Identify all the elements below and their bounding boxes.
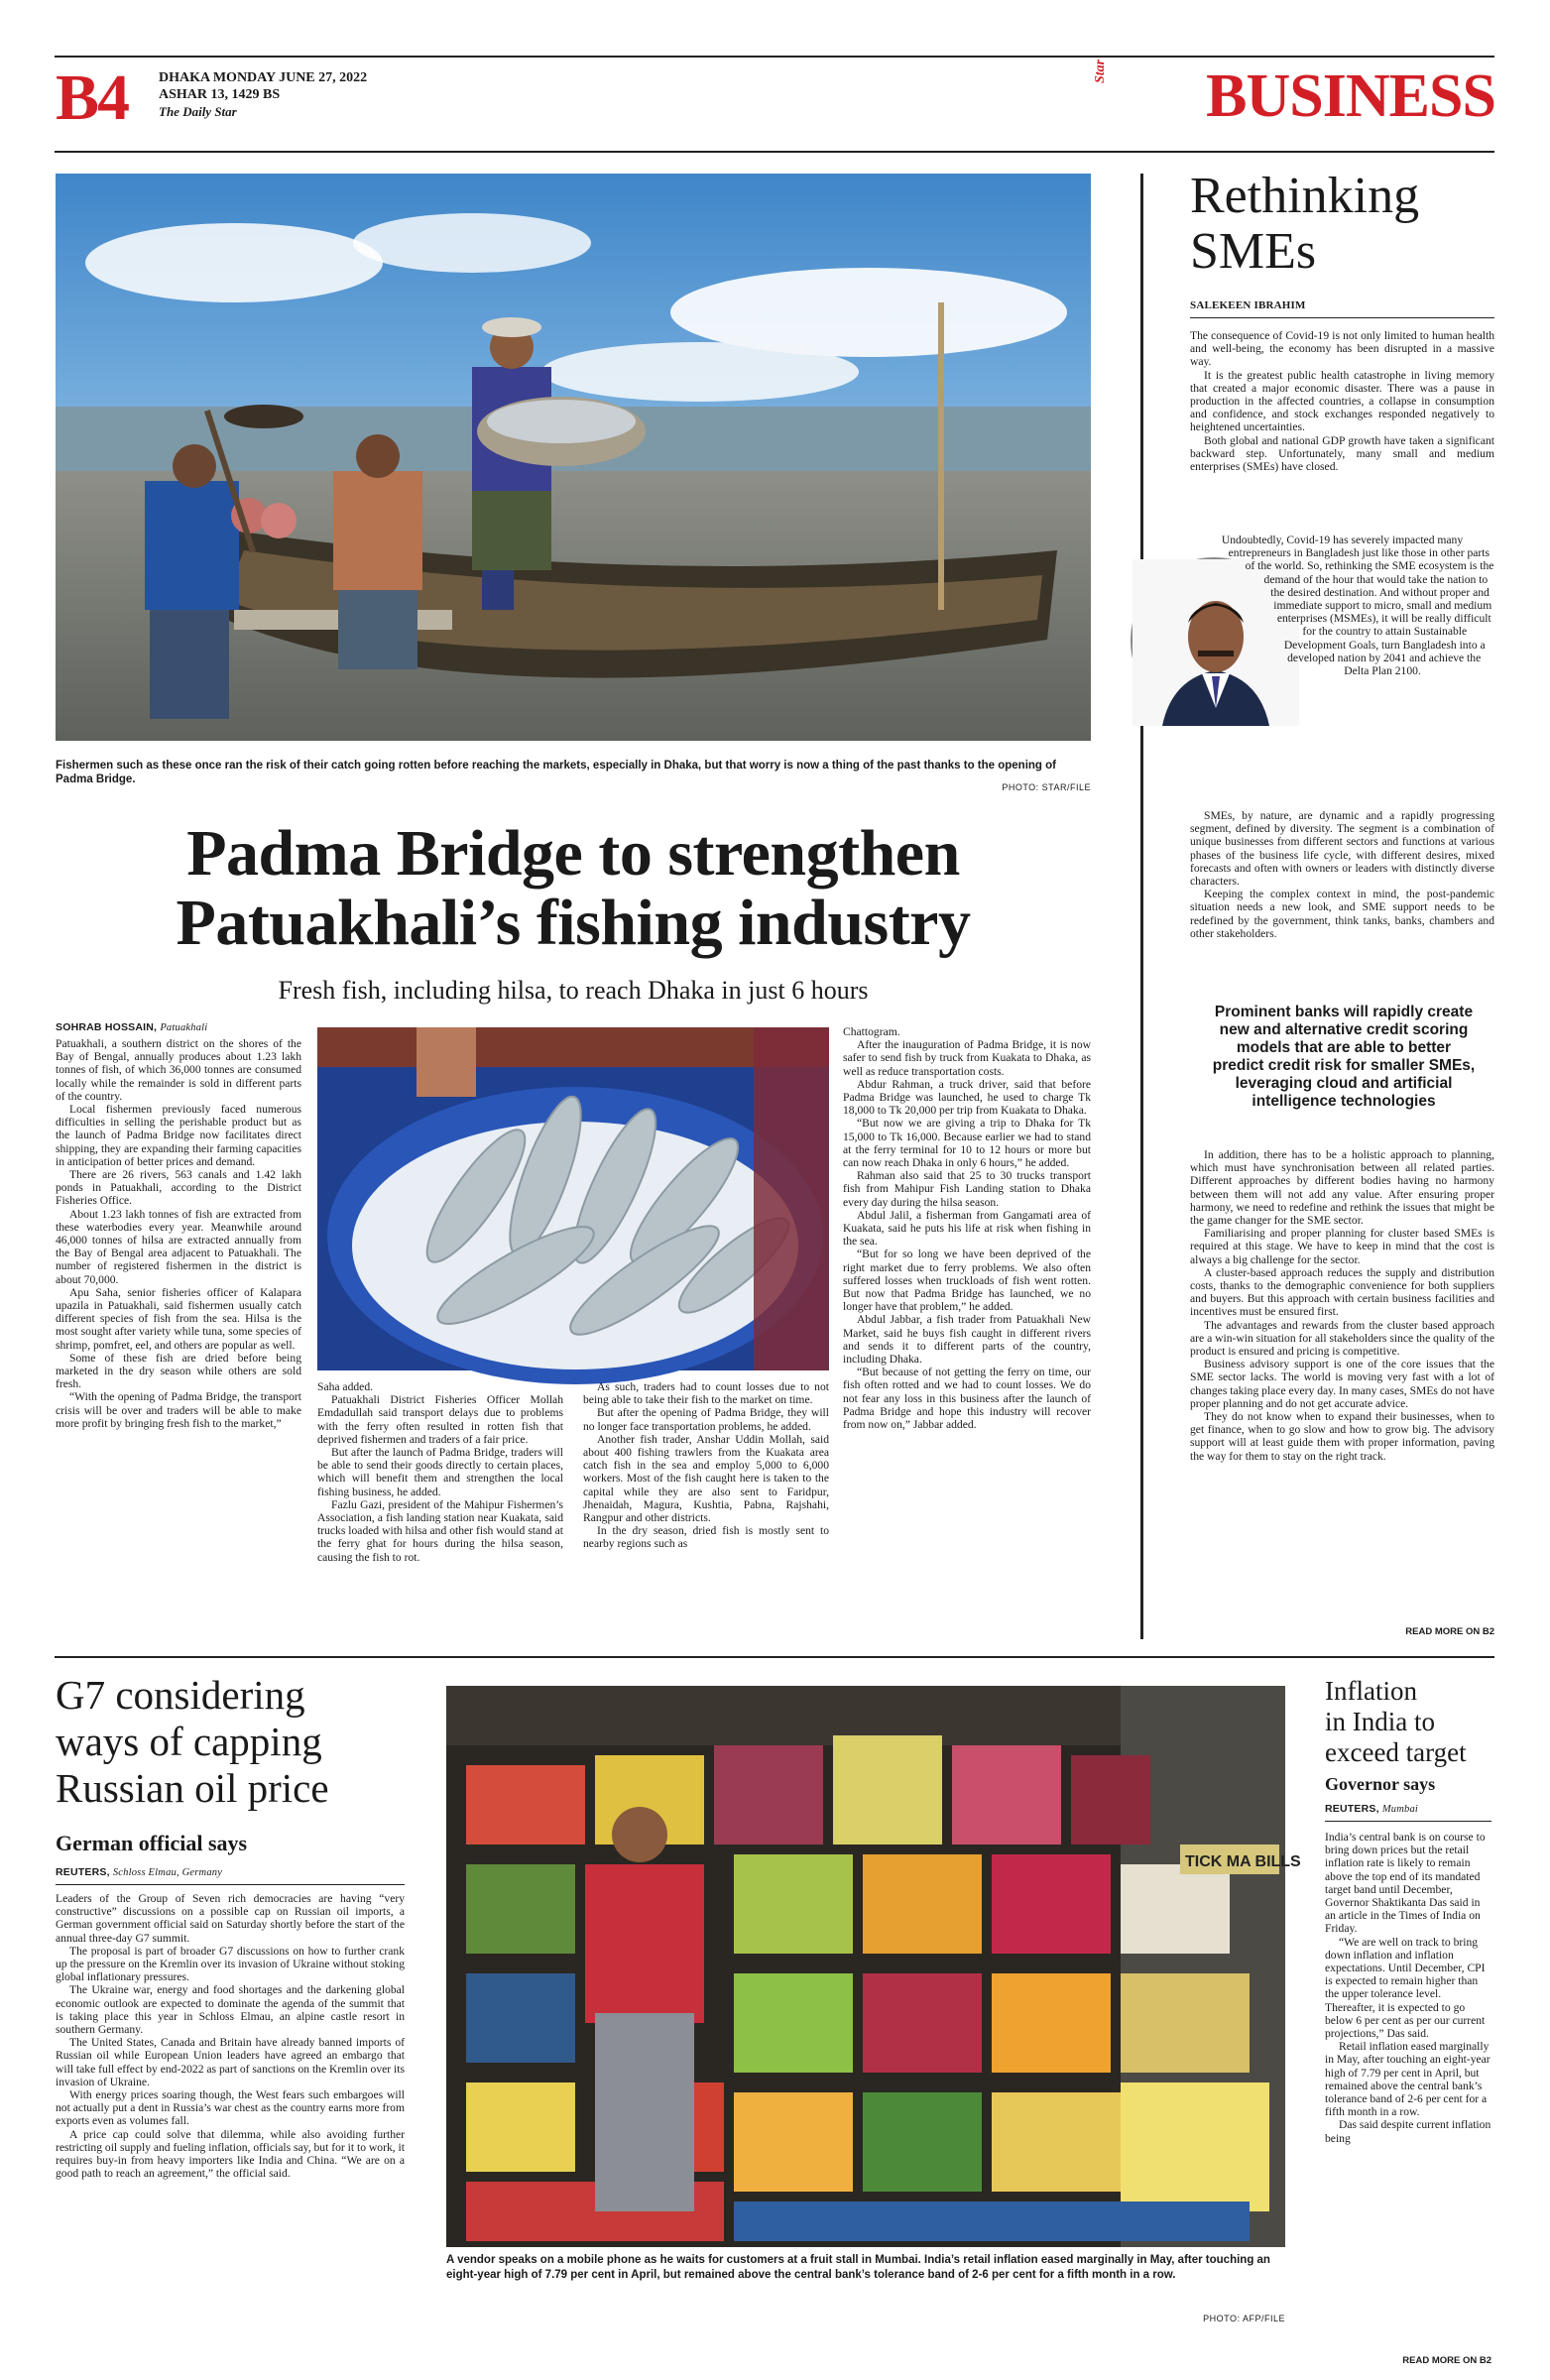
- column-para: Undoubtedly, Covid-19 has severely impacted many entrepreneurs in Bangladesh just like those in other parts of the world. So, rethinking the SME ecosystem is the demand of the hour that would take the nation to the desired destination. And without proper and immediate support to micro, small and medium enterprises (MSMEs), it will be really difficult for the country to attain Sustainable Development Goals, turn Bangladesh into a developed nation by 2041 and achieve the Delta Plan 2100.: [1221, 534, 1494, 678]
- lead-subhead: Fresh fish, including hilsa, to reach Dhaka in just 6 hours: [278, 976, 869, 1005]
- g7-body: [56, 1892, 405, 2180]
- lead-para: Apu Saha, senior fisheries officer of Kalapara upazila in Patuakhali, said fishermen usually catch different species of fish from the sea. Hilsa is the most sought after variety while tuna, some species of shrimp, pomfret, eel, and others are popular as well.: [56, 1285, 301, 1352]
- date-line: DHAKA MONDAY JUNE 27, 2022: [159, 70, 368, 85]
- fruit-stall-photo: [446, 1686, 1301, 2247]
- india-headline-line: exceed target: [1325, 1737, 1467, 1767]
- lead-byline: [56, 1021, 303, 1033]
- lead-para: But after the opening of Padma Bridge, they will no longer face transportation problems, he added.: [583, 1406, 829, 1433]
- lead-para: “But for so long we have been deprived of the right market due to ferry problems. We also often suffered losses when truckloads of fish went rotten. But now that Padma Bridge has launched, we no longer have that problem,” he added.: [843, 1248, 1091, 1314]
- column-byline: SALEKEEN IBRAHIM: [1190, 299, 1306, 311]
- column-para: They do not know when to expand their businesses, when to get finance, when to go slow and how to grow big. The advisory support will at least guide them with proper information, paving the way for them to stay on the right track.: [1190, 1410, 1494, 1463]
- lead-photo-fishermen: [56, 174, 1091, 741]
- g7-para: The proposal is part of broader G7 discussions on how to further crank up the pressure on the Kremlin over its invasion of Ukraine without stoking global inflationary pressures.: [56, 1944, 405, 1984]
- column-pull-quote: Prominent banks will rapidly create new and alternative credit scoring models that are able to better predict credit risk for smaller SMEs, leveraging cloud and artificial intelligence technologies: [1212, 1004, 1476, 1110]
- india-para: “We are well on track to bring down inflation and inflation expectations. Until December, CPI is expected to remain higher than the upper tolerance level. Thereafter, it is expected to go below 6 per cent as per our current projections,” Das said.: [1325, 1935, 1486, 2041]
- column-para: Business advisory support is one of the core issues that the SME sector lacks. The world is moving very fast with a lot of changes taking place every day. In many cases, SMEs do not have proper planning and do not get accurate advice.: [1190, 1358, 1494, 1410]
- india-byline-place: Mumbai: [1381, 1804, 1419, 1815]
- lead-para: Abdul Jalil, a fisherman from Gangamati area of Kuakata, said he puts his life at risk when fishing in the sea.: [843, 1208, 1091, 1249]
- column-read-more-link[interactable]: READ MORE ON B2: [1405, 1626, 1494, 1637]
- india-body: [1325, 1831, 1491, 2145]
- column-bottom: [1190, 1148, 1494, 1463]
- lead-photo-credit: PHOTO: STAR/FILE: [1002, 782, 1091, 792]
- g7-para: With energy prices soaring though, the West fears such embargoes will not actually put a dent in Russia’s war chest as the country earns more from exports even as volumes fall.: [56, 2088, 405, 2128]
- g7-headline-line: ways of capping: [56, 1719, 322, 1764]
- star-logo: Star: [1093, 59, 1108, 83]
- lead-col-3: [583, 1380, 829, 1551]
- g7-byline: [56, 1866, 222, 1878]
- lead-para: But after the launch of Padma Bridge, traders will be able to send their goods directly to certain places, which will benefit them and strengthen the local fishing business, he added.: [317, 1446, 563, 1498]
- lead-para: “With the opening of Padma Bridge, the transport crisis will be over and traders will be able to make more profit by bringing fresh fish to the market,”: [56, 1390, 301, 1430]
- dateline: [159, 69, 367, 120]
- lead-para: As such, traders had to count losses due to not being able to take their fish to the market on time.: [583, 1380, 829, 1407]
- lead-para: Chattogram.: [843, 1025, 900, 1038]
- india-para: Das said despite current inflation being: [1325, 2118, 1491, 2145]
- lead-para: Abdur Rahman, a truck driver, said that before Padma Bridge was launched, he used to charge Tk 18,000 to Tk 20,000 per trip from Kuakata to Dhaka.: [843, 1077, 1091, 1118]
- section-title: BUSINESS: [1206, 62, 1495, 130]
- g7-para: A price cap could solve that dilemma, while also avoiding further restricting oil supply and fueling inflation, officials say, but for it to work, it requires buy-in from heavy importers like India and China. “We are on a good path to reach an agreement,” the official said.: [56, 2127, 405, 2181]
- column-para: Keeping the complex context in mind, the post-pandemic situation needs a new look, and SME support needs to be redefined by the government, think tanks, banks, chambers and other stakeholders.: [1190, 888, 1494, 940]
- lead-byline-name: SOHRAB HOSSAIN,: [56, 1021, 158, 1033]
- page-number: B4: [56, 61, 129, 134]
- lead-para: Another fish trader, Anshar Uddin Mollah, said about 400 fishing trawlers from the Kuakata area catch fish in the sea and employ 5,000 to 6,000 workers. Most of the fish caught here is taken to the capital while they are also sent to Faridpur, Jhenaidah, Magura, Kushtia, Pabna, Rajshahi, Rangpur and other districts.: [583, 1432, 829, 1525]
- india-read-more-link[interactable]: READ MORE ON B2: [1402, 2355, 1491, 2366]
- lead-para: In the dry season, dried fish is mostly sent to nearby regions such as: [583, 1524, 829, 1551]
- india-subhead: Governor says: [1325, 1774, 1436, 1794]
- india-para: India’s central bank is on course to bring down prices but the retail inflation rate is likely to remain above the top end of its mandated target band until December, Governor Shaktikanta Das said in an article in the Times of India on Friday.: [1325, 1831, 1486, 1936]
- lead-para: Fazlu Gazi, president of the Mahipur Fishermen’s Association, a fish landing station near Kuakata, said trucks loaded with hilsa and other fish would stand at the ferry ghat for hours during the hilsa season, causing the fish to rot.: [317, 1497, 563, 1564]
- g7-headline-line: G7 considering: [56, 1672, 305, 1718]
- g7-byline-place: Schloss Elmau, Germany: [112, 1867, 223, 1878]
- column-para: Both global and national GDP growth have taken a significant backward step. Unfortunately, many small and medium enterprises (SMEs) have closed.: [1190, 433, 1494, 474]
- bangla-date-line: ASHAR 13, 1429 BS: [159, 87, 281, 102]
- lead-para: About 1.23 lakh tonnes of fish are extracted from these waterbodies every year. Meanwhile around 46,000 tonnes of hilsa are extracted annually from the Bay of Bengal area adjacent to Patuakhali. The number of registered fishermen in the district is about 70,000.: [56, 1207, 301, 1286]
- hilsa-photo: [317, 1027, 829, 1370]
- lead-para: Patuakhali District Fisheries Officer Mollah Emdadullah said transport delays due to problems with the ferry often resulted in rotten fish that deprived fishermen and traders of a fair price.: [317, 1393, 563, 1446]
- india-headline-line: in India to: [1325, 1707, 1435, 1736]
- lead-photo-caption: Fishermen such as these once ran the risk of their catch going rotten before reaching the markets, especially in Dhaka, but that worry is now a thing of the past thanks to the opening of Padma Bridge.: [56, 760, 1056, 785]
- india-headline-line: Inflation: [1325, 1676, 1417, 1706]
- lead-col-4: [843, 1025, 1091, 1431]
- g7-byline-name: REUTERS,: [56, 1866, 110, 1878]
- column-para: In addition, there has to be a holistic approach to planning, which must have synchronisation between all related parties. Different approaches by different bodies having no harmony between them will not add any value. After ensuring proper harmony, we need to redefine and rethink the issues that might be the game changer for the SME sector.: [1190, 1148, 1494, 1228]
- column-headline-line1: Rethinking: [1190, 168, 1420, 224]
- lead-para: Abdul Jabbar, a fish trader from Patuakhali New Market, said he buys fish caught in different rivers and sends it to different parts of the country, including Dhaka.: [843, 1313, 1091, 1367]
- lead-byline-place: Patuakhali: [160, 1022, 208, 1033]
- lead-para: “But now we are giving a trip to Dhaka for Tk 15,000 to Tk 16,000. Because earlier we had to stand at the ferry terminal for 10 to 12 hours or more but can now reach Dhaka in only 6 hours,” he added.: [843, 1117, 1091, 1170]
- lead-para: “But because of not getting the ferry on time, our fish often rotted and we had to count losses. We do not fear any loss in this business after the launch of Padma Bridge and hope this industry will recover from now on,” Jabbar added.: [843, 1366, 1091, 1432]
- lead-para: Rahman also said that 25 to 30 trucks transport fish from Mahipur Fish Landing station to Dhaka every day during the hilsa season.: [843, 1169, 1091, 1209]
- g7-para: The Ukraine war, energy and food shortages and the darkening global economic outlook are expected to dominate the agenda of the summit that is taking place this year in Schloss Elmau, an alpine castle resort in southern Germany.: [56, 1983, 405, 2037]
- lead-col-1: [56, 1037, 301, 1430]
- lead-headline-line1: Padma Bridge to strengthen: [186, 817, 960, 890]
- column-headline-line2: SMEs: [1190, 223, 1317, 280]
- column-para: A cluster-based approach reduces the supply and distribution costs, thanks to the demographic convenience for both suppliers and buyers. But this approach with certain business facilities and incentives must be ensured first.: [1190, 1265, 1494, 1319]
- g7-headline: [56, 1672, 413, 1812]
- g7-subhead: German official says: [56, 1831, 248, 1855]
- column-para: The consequence of Covid-19 is not only limited to human health and well-being, the economy has been disrupted in a massive way.: [1190, 329, 1494, 369]
- column-top: [1190, 329, 1494, 473]
- column-para: It is the greatest public health catastrophe in living memory that created a major economic disaster. There was a pause in production in the affected countries, a collapse in consumption and confidence, and stock exchanges responded negatively to heightened uncertainties.: [1190, 368, 1494, 434]
- fruit-photo-credit: PHOTO: AFP/FILE: [1203, 2314, 1285, 2323]
- column-mid: [1190, 809, 1494, 940]
- column-para: The advantages and rewards from the cluster based approach are a win-win situation for all stakeholders since the quality of the product is ensured and pricing is competitive.: [1190, 1318, 1494, 1359]
- fruit-photo-caption: A vendor speaks on a mobile phone as he waits for customers at a fruit stall in Mumbai. India’s retail inflation eased marginally in May, after touching an eight-year high of 7.79 per cent in April, but remained above the central bank’s tolerance band of 2-6 per cent for a fifth month in a row.: [446, 2254, 1270, 2281]
- lead-headline: [56, 819, 1091, 958]
- lead-para: Local fishermen previously faced numerous difficulties in selling the perishable product but as the launch of Padma Bridge now facilitates direct shipping, they are expanding their farming capacities in anticipation of better prices and demand.: [56, 1103, 301, 1168]
- india-headline: [1325, 1676, 1495, 1768]
- india-byline-name: REUTERS,: [1325, 1803, 1379, 1815]
- g7-para: Leaders of the Group of Seven rich democracies are having “very constructive” discussions on a possible cap on Russian oil imports, a German government official said on Saturday shortly before the start of the annual three-day G7 summit.: [56, 1892, 405, 1945]
- lead-col-2: [317, 1380, 563, 1564]
- lead-para: There are 26 rivers, 563 canals and 1.42 lakh ponds in Patuakhali, according to the District Fisheries Office.: [56, 1168, 301, 1208]
- g7-para: The United States, Canada and Britain have already banned imports of Russian oil while European Union leaders have agreed an embargo that will take full effect by end-2022 as part of sanctions on the Kremlin over its invasion of Ukraine.: [56, 2036, 406, 2088]
- fruit-stall-sign: TICK MA BILLS: [1185, 1853, 1301, 1870]
- g7-headline-line: Russian oil price: [56, 1765, 329, 1811]
- india-para: Retail inflation eased marginally in May, after touching an eight-year high of 7.79 per cent in April, but remained above the central bank’s tolerance band of 2-6 per cent for a fifth month in a row.: [1325, 2040, 1490, 2119]
- lead-headline-line2: Patuakhali’s fishing industry: [176, 887, 971, 959]
- column-headline: [1190, 169, 1497, 280]
- column-para: Familiarising and proper planning for cluster based SMEs is required at this stage. We have to keep in mind that the cost is always a big challenge for the sector.: [1190, 1227, 1494, 1266]
- lead-para: Saha added.: [317, 1380, 374, 1393]
- column-para: SMEs, by nature, are dynamic and a rapidly progressing segment, defined by diversity. The segment is a combination of unique businesses from different sectors and functions at various phases of the business life cycle, with different desires, mixed forecasts and often with owners or leaders with distinctly diverse characters.: [1190, 809, 1494, 889]
- india-byline: [1325, 1803, 1418, 1815]
- lead-para: Some of these fish are dried before being marketed in the dry season while others are sold fresh.: [56, 1351, 301, 1391]
- lead-para: Patuakhali, a southern district on the shores of the Bay of Bengal, annually produces about 1.23 lakh tonnes of fish, of which 36,000 tonnes are consumed locally while the remainder is sold in different parts of the country.: [56, 1037, 301, 1103]
- paper-name: The Daily Star: [159, 104, 237, 119]
- lead-para: After the inauguration of Padma Bridge, it is now safer to send fish by truck from Kuakata to Dhaka, as well as reduce transportation costs.: [843, 1038, 1091, 1078]
- column-wrap: [1190, 534, 1494, 742]
